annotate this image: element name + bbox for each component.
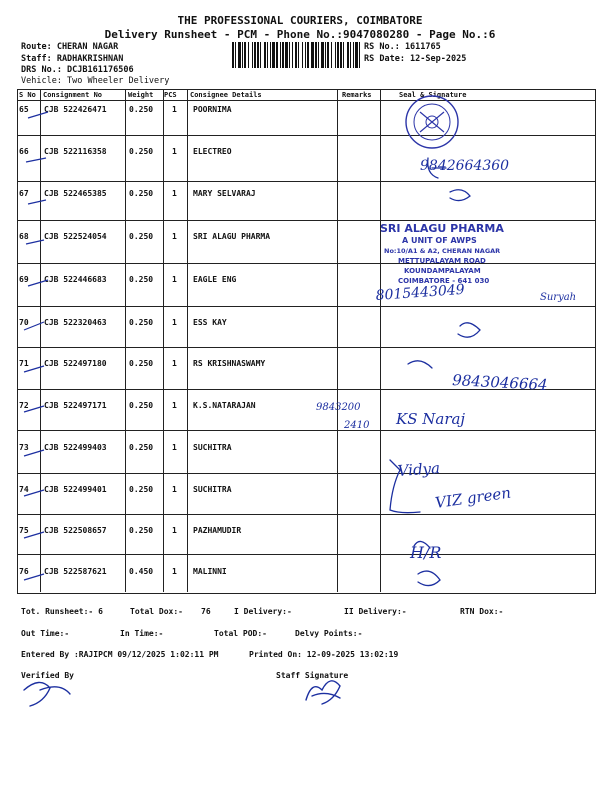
row-weight: 0.450 — [129, 567, 154, 576]
row-sno: 67 — [19, 189, 29, 198]
total-dox-value: 76 — [201, 607, 211, 616]
barcode-bar — [254, 42, 256, 68]
barcode-bar — [327, 42, 329, 68]
col-divider — [187, 89, 188, 592]
staff-signature-icon — [306, 681, 340, 704]
stamp-line6: COIMBATORE - 641 030 — [398, 277, 490, 285]
row-divider — [17, 306, 595, 307]
row-consignee: K.S.NATARAJAN — [193, 401, 256, 410]
in-time: In Time:- — [120, 629, 164, 638]
col-head-weight: Weight — [128, 91, 154, 99]
barcode-bar — [280, 42, 281, 68]
hw-name3: VIZ green — [434, 483, 512, 512]
row-pcs: 1 — [172, 443, 177, 452]
row-pcs: 1 — [172, 485, 177, 494]
barcode-bar — [350, 42, 351, 68]
row-consignee: MALINNI — [193, 567, 227, 576]
row-sno: 76 — [19, 567, 29, 576]
row-consignment: CJB 522499401 — [44, 485, 107, 494]
barcode-bar — [289, 42, 290, 68]
col-divider — [40, 89, 41, 592]
row-divider — [17, 181, 595, 182]
rtn-dox: RTN Dox:- — [460, 607, 504, 616]
drs-number: DRS No.: DCJB161176506 — [21, 65, 134, 75]
barcode-bar — [298, 42, 299, 68]
barcode-bar — [282, 42, 284, 68]
row-divider — [17, 135, 595, 136]
barcode-bar — [340, 42, 342, 68]
barcode-bar — [315, 42, 317, 68]
barcode-bar — [242, 42, 243, 68]
barcode-bar — [260, 42, 261, 68]
stamp-line2: A UNIT OF AWPS — [402, 236, 477, 245]
row-consignee: PAZHAMUDIR — [193, 526, 242, 535]
row-consignment: CJB 522497180 — [44, 359, 107, 368]
delvy-points: Delvy Points:- — [295, 629, 363, 638]
barcode-bar — [359, 42, 360, 68]
hw-name4: Suryah — [540, 292, 577, 303]
col-divider — [163, 89, 164, 592]
row-divider — [17, 263, 595, 264]
row-consignment: CJB 522320463 — [44, 318, 107, 327]
row-weight: 0.250 — [129, 359, 154, 368]
header-divider — [17, 100, 595, 101]
row-consignment: CJB 522116358 — [44, 147, 107, 156]
row-weight: 0.250 — [129, 318, 154, 327]
row-sno: 69 — [19, 275, 29, 284]
row-consignee: ELECTREO — [193, 147, 232, 156]
stamp-line5: KOUNDAMPALAYAM — [404, 267, 481, 275]
barcode-bar — [305, 42, 306, 68]
col-head-sno: S No — [19, 91, 36, 99]
i-delivery: I Delivery:- — [234, 607, 292, 616]
staff-label: Staff: RADHAKRISHNAN — [21, 54, 124, 64]
row-consignee: ESS KAY — [193, 318, 227, 327]
row-consignment: CJB 522587621 — [44, 567, 107, 576]
barcode-bar — [311, 42, 314, 68]
row-weight: 0.250 — [129, 401, 154, 410]
route-label: Route: CHERAN NAGAR — [21, 42, 119, 52]
row-consignment: CJB 522465385 — [44, 189, 107, 198]
row-weight: 0.250 — [129, 232, 154, 241]
rs-number: RS No.: 1611765 — [364, 42, 441, 52]
rs-date: RS Date: 12-Sep-2025 — [364, 54, 467, 64]
verified-by: Verified By — [21, 671, 74, 680]
barcode-bar — [292, 42, 293, 68]
out-time: Out Time:- — [21, 629, 70, 638]
row-consignee: SUCHITRA — [193, 485, 232, 494]
col-head-consignee: Consignee Details — [190, 91, 262, 99]
barcode-bar — [335, 42, 336, 68]
row-pcs: 1 — [172, 526, 177, 535]
row-weight: 0.250 — [129, 275, 154, 284]
row-consignment: CJB 522524054 — [44, 232, 107, 241]
row-pcs: 1 — [172, 401, 177, 410]
row-pcs: 1 — [172, 359, 177, 368]
barcode-bar — [252, 42, 253, 68]
row-consignee: POORNIMA — [193, 105, 232, 114]
row-weight: 0.250 — [129, 189, 154, 198]
row-consignment: CJB 522497171 — [44, 401, 107, 410]
hw-name1: KS Naraj — [396, 410, 466, 428]
row-consignee: RS KRISHNASWAMY — [193, 359, 266, 368]
row-weight: 0.250 — [129, 105, 154, 114]
col-head-pcs: PCS — [164, 91, 177, 99]
barcode-bar — [276, 42, 278, 68]
stamp-line3: No:10/A1 & A2, CHERAN NAGAR — [384, 247, 501, 255]
col-divider — [337, 89, 338, 592]
barcode-bar — [235, 42, 236, 68]
row-weight: 0.250 — [129, 485, 154, 494]
runsheet-subtitle: Delivery Runsheet - PCM - Phone No.:9047080280 - Page No.:6 — [104, 28, 496, 41]
barcode-bar — [353, 42, 354, 68]
col-head-seal: Seal & Signature — [399, 91, 467, 99]
hw-phone3: 9843046664 — [451, 371, 549, 394]
row-consignee: SRI ALAGU PHARMA — [193, 232, 271, 241]
row-divider — [17, 473, 595, 474]
barcode-bar — [331, 42, 332, 68]
hw-number1: 9843200 — [316, 402, 361, 413]
printed-on: Printed On: 12-09-2025 13:02:19 — [249, 650, 399, 659]
row-pcs: 1 — [172, 189, 177, 198]
barcode-bar — [264, 42, 266, 68]
staff-signature-label: Staff Signature — [276, 671, 349, 680]
barcode-bar — [347, 42, 349, 68]
row-pcs: 1 — [172, 318, 177, 327]
barcode-bar — [238, 42, 241, 68]
row-divider — [17, 554, 595, 555]
hw-name2: Vidya — [397, 459, 441, 480]
row-sno: 68 — [19, 232, 29, 241]
row-sno: 66 — [19, 147, 29, 156]
row-pcs: 1 — [172, 275, 177, 284]
barcode-bar — [302, 42, 303, 68]
vehicle-label: Vehicle: Two Wheeler Delivery — [21, 76, 170, 86]
barcode-bar — [285, 42, 288, 68]
verified-signature-icon — [24, 682, 70, 706]
row-consignment: CJB 522446683 — [44, 275, 107, 284]
runsheet-table — [17, 89, 596, 594]
barcode-bar — [272, 42, 275, 68]
tot-runsheet: Tot. Runsheet:- 6 — [21, 607, 103, 616]
barcode-bar — [244, 42, 246, 68]
col-divider — [125, 89, 126, 592]
row-sno: 71 — [19, 359, 29, 368]
total-dox-label: Total Dox:- — [130, 607, 183, 616]
barcode-bar — [337, 42, 339, 68]
row-sno: 65 — [19, 105, 29, 114]
row-divider — [17, 220, 595, 221]
row-divider — [17, 430, 595, 431]
hw-phone1: 9842664360 — [420, 158, 510, 174]
row-consignment: CJB 522499403 — [44, 443, 107, 452]
barcode-bar — [267, 42, 268, 68]
row-consignment: CJB 522508657 — [44, 526, 107, 535]
hw-initials: H/R — [410, 543, 442, 562]
barcode-bar — [270, 42, 271, 68]
row-divider — [17, 347, 595, 348]
row-weight: 0.250 — [129, 526, 154, 535]
row-sno: 70 — [19, 318, 29, 327]
barcode-bar — [321, 42, 324, 68]
barcode-bar — [343, 42, 344, 68]
row-sno: 73 — [19, 443, 29, 452]
company-title: THE PROFESSIONAL COURIERS, COIMBATORE — [177, 14, 423, 27]
row-consignee: EAGLE ENG — [193, 275, 237, 284]
ii-delivery: II Delivery:- — [344, 607, 407, 616]
total-pod: Total POD:- — [214, 629, 267, 638]
barcode-bar — [318, 42, 319, 68]
row-divider — [17, 514, 595, 515]
barcode-bar — [248, 42, 249, 68]
row-pcs: 1 — [172, 105, 177, 114]
col-head-consignment: Consignment No — [43, 91, 103, 99]
entered-by: Entered By :RAJIPCM 09/12/2025 1:02:11 PM — [21, 650, 219, 659]
barcode-bar — [295, 42, 297, 68]
stamp-line4: METTUPALAYAM ROAD — [398, 257, 486, 265]
hw-phone2: 8015443049 — [375, 281, 466, 304]
row-sno: 75 — [19, 526, 29, 535]
row-pcs: 1 — [172, 147, 177, 156]
row-sno: 72 — [19, 401, 29, 410]
row-pcs: 1 — [172, 232, 177, 241]
barcode-bar — [355, 42, 358, 68]
row-weight: 0.250 — [129, 147, 154, 156]
col-divider — [380, 89, 381, 592]
col-head-remarks: Remarks — [342, 91, 372, 99]
row-weight: 0.250 — [129, 443, 154, 452]
row-consignee: SUCHITRA — [193, 443, 232, 452]
row-divider — [17, 389, 595, 390]
barcode — [232, 42, 360, 68]
row-pcs: 1 — [172, 567, 177, 576]
hw-number2: 2410 — [344, 420, 370, 431]
stamp-line1: SRI ALAGU PHARMA — [380, 222, 504, 235]
row-consignee: MARY SELVARAJ — [193, 189, 256, 198]
row-sno: 74 — [19, 485, 29, 494]
barcode-bar — [257, 42, 259, 68]
barcode-bar — [325, 42, 326, 68]
barcode-bar — [232, 42, 234, 68]
barcode-bar — [307, 42, 309, 68]
row-consignment: CJB 522426471 — [44, 105, 107, 114]
